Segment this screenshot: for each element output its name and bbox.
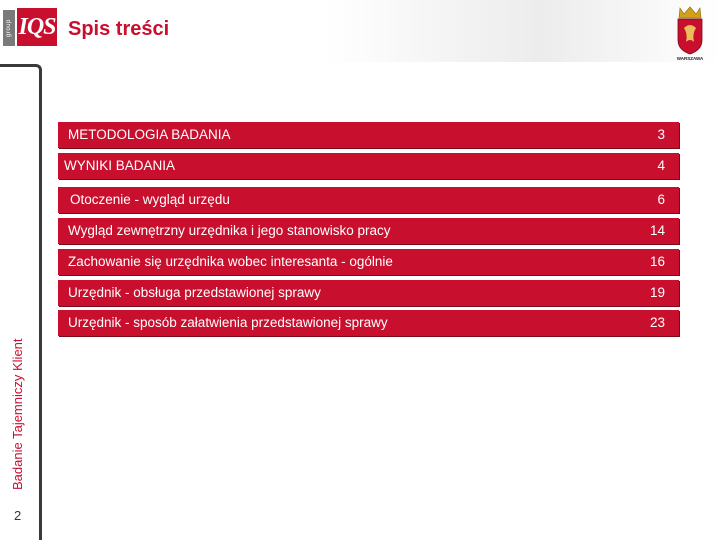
- toc-row-label: WYNIKI BADANIA: [64, 158, 176, 173]
- toc-row-behaviour[interactable]: [58, 249, 679, 275]
- toc-row-label: Urzędnik - obsługa przedstawionej sprawy: [68, 285, 321, 300]
- toc-row-label: Zachowanie się urzędnika wobec interesanta - ogólnie: [68, 254, 393, 269]
- crest-caption: WARSZAWA: [676, 56, 704, 61]
- warsaw-crest-icon: [668, 4, 712, 62]
- toc-row-handling[interactable]: [58, 280, 679, 306]
- page-title: Spis treści: [68, 18, 170, 40]
- toc-row-page: 19: [649, 285, 665, 300]
- toc-row-surroundings[interactable]: [58, 187, 679, 213]
- toc-row-page: 3: [657, 127, 665, 142]
- toc-row-label: Otoczenie - wygląd urzędu: [70, 192, 230, 207]
- toc-row-page: 4: [657, 158, 665, 173]
- toc-row-label: METODOLOGIA BADANIA: [68, 127, 231, 142]
- iqs-logo: IQS: [17, 8, 57, 46]
- toc-row-page: 14: [649, 223, 665, 238]
- study-name-label: Badanie Tajemniczy Klient: [10, 338, 25, 490]
- toc-row-page: 16: [649, 254, 665, 269]
- toc-row-results[interactable]: [58, 153, 679, 179]
- toc-row-appearance[interactable]: [58, 218, 679, 244]
- toc-row-page: 6: [657, 192, 665, 207]
- toc-row-methodology[interactable]: [58, 122, 679, 148]
- page-number: 2: [14, 508, 22, 523]
- toc-row-label: Urzędnik - sposób załatwienia przedstawionej sprawy: [68, 315, 388, 330]
- toc-row-page: 23: [649, 315, 665, 330]
- toc-row-label: Wygląd zewnętrzny urzędnika i jego stanowisko pracy: [68, 223, 391, 238]
- logo-group-mark: group: [3, 10, 15, 46]
- toc-row-resolution[interactable]: [58, 310, 679, 336]
